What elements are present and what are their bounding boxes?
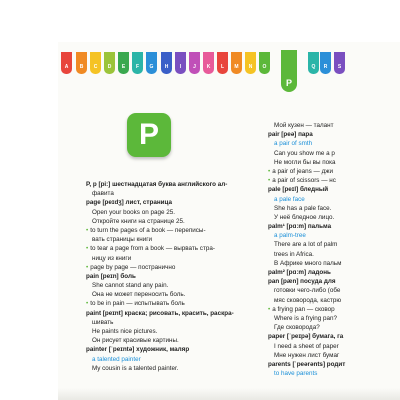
entry-headword: palm¹ [pɑːm] пальма xyxy=(268,223,332,231)
entry-phrase: • to turn the pages of a book — переписы- xyxy=(86,226,260,235)
letter-tab-b[interactable]: B xyxy=(76,52,87,74)
letter-tab-q[interactable]: Q xyxy=(308,52,319,74)
letter-tab-j[interactable]: J xyxy=(189,52,200,74)
entry-phrase: • a frying pan — сковор xyxy=(268,305,400,314)
entry-headword: paper [ˈpeɪpə] бумага, га xyxy=(268,333,344,341)
entry-text: вать страницы книги xyxy=(92,236,153,244)
entry-text: фавита xyxy=(92,190,114,198)
entry-headword: pan [pæn] посуда для xyxy=(268,278,336,286)
dictionary-column-left xyxy=(86,180,260,373)
letter-tab-a[interactable]: A xyxy=(61,52,72,74)
entry-text: She cannot stand any pain. xyxy=(92,282,169,290)
entry-text: She has a pale face. xyxy=(274,204,332,212)
entry-phrase: • to be in pain — испытывать боль xyxy=(86,299,260,308)
entry-text: Не могли бы вы пока xyxy=(274,158,336,166)
entry-text: Он рисует красивые картины. xyxy=(92,337,179,345)
section-letter-badge xyxy=(127,113,171,157)
entry-text: ницу из книги xyxy=(92,254,132,262)
letter-tab-f[interactable]: F xyxy=(132,52,143,74)
letter-tab-d[interactable]: D xyxy=(104,52,115,74)
letter-tab-o[interactable]: O xyxy=(259,52,270,74)
entry-example: to have parents xyxy=(274,370,318,378)
dictionary-column-right xyxy=(268,121,400,378)
entry-headword: pale [peɪl] бледный xyxy=(268,186,329,194)
entry-text: Мне нужен лист бумаг xyxy=(274,351,340,359)
letter-tab-r[interactable]: R xyxy=(320,52,331,74)
letter-tab-s[interactable]: S xyxy=(334,52,345,74)
entry-text: Open your books on page 25. xyxy=(92,208,175,216)
entry-example: a talented painter xyxy=(92,355,141,363)
entry-headword: palm² [pɑːm] ладонь xyxy=(268,269,331,276)
entry-text: There are a lot of palm xyxy=(274,241,338,249)
entry-headword: pair [peə] пара xyxy=(268,131,313,139)
letter-tab-m[interactable]: M xyxy=(231,52,242,74)
alphabet-tabs xyxy=(58,52,400,76)
entry-text: мяс сковорода, кастрю xyxy=(274,296,342,304)
entry-headword: page [peɪdʒ] лист, страница xyxy=(86,199,172,207)
entry-headword: paint [peɪnt] краска; рисовать, красить, раскра- xyxy=(86,309,234,317)
entry-text: шивать xyxy=(92,318,114,326)
entry-phrase: • page by page — постранично xyxy=(86,263,260,272)
entry-phrase: • a pair of jeans — джи xyxy=(268,167,400,176)
entry-text: У неё бледное лицо. xyxy=(274,213,335,221)
letter-tab-l[interactable]: L xyxy=(217,52,228,74)
entry-example: a palm-tree xyxy=(274,232,306,240)
entry-phrase: • a pair of scissors — нс xyxy=(268,176,400,185)
entry-text: I need a sheet of paper xyxy=(274,342,339,350)
entry-example: a pale face xyxy=(274,195,305,203)
entry-text: готовки чего-либо (обе xyxy=(274,287,341,295)
entry-headword: painter [ˈpeɪntə] художник, маляр xyxy=(86,346,190,354)
entry-example: a pair of smth xyxy=(274,140,313,148)
entry-text: Она не может переносить боль. xyxy=(92,291,186,299)
letter-tab-i[interactable]: I xyxy=(175,52,186,74)
letter-tab-h[interactable]: H xyxy=(161,52,172,74)
letter-tab-g[interactable]: G xyxy=(146,52,157,74)
entry-text: Where is a frying pan? xyxy=(274,314,337,322)
section-letter: P xyxy=(138,118,159,151)
entry-text: В Африке много пальм xyxy=(274,259,342,267)
active-letter-tab[interactable]: P xyxy=(281,50,297,92)
entry-text: Can you show me a p xyxy=(274,149,335,157)
entry-text: Где сковорода? xyxy=(274,324,320,332)
entry-text: My cousin is a talented painter. xyxy=(92,364,179,372)
entry-headword: pain [peɪn] боль xyxy=(86,272,136,280)
page-bottom-edge xyxy=(58,388,400,400)
letter-tab-k[interactable]: K xyxy=(203,52,214,74)
entry-text: trees in Africa. xyxy=(274,250,314,258)
letter-tab-n[interactable]: N xyxy=(245,52,256,74)
entry-phrase: • to tear a page from a book — вырвать стра- xyxy=(86,244,260,253)
entry-text: Мой кузен — талант xyxy=(274,122,334,129)
entry-text: Откройте книги на странице 25. xyxy=(92,217,185,225)
letter-tab-e[interactable]: E xyxy=(118,52,129,74)
entry-headword: P, p [pi:] шестнадцатая буква английского ал- xyxy=(86,181,228,188)
entry-text: He paints nice pictures. xyxy=(92,328,158,335)
letter-tab-c[interactable]: C xyxy=(90,52,101,74)
entry-headword: parents [ˈpeərənts] родит xyxy=(268,360,346,368)
